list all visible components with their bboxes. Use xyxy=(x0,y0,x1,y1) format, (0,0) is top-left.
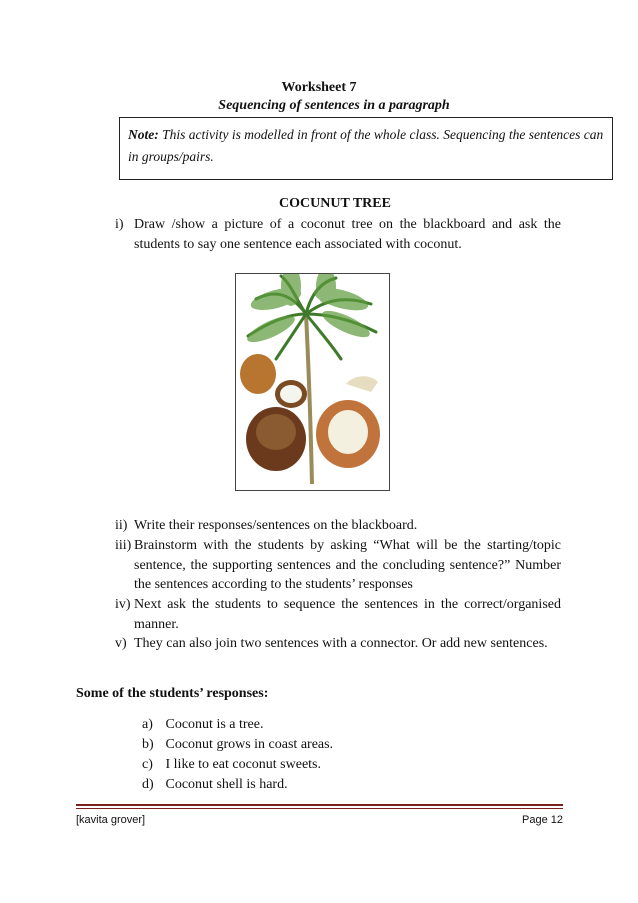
footer-page-number: Page 12 xyxy=(522,814,563,826)
footer-rule-thin xyxy=(76,808,563,809)
response-letter: a) xyxy=(142,717,153,732)
note-text: This activity is modelled in front of the whole class. Sequencing the sentences can in groups/pairs. xyxy=(128,127,604,164)
step-text: Write their responses/sentences on the blackboard. xyxy=(134,518,418,533)
response-letter: d) xyxy=(142,777,154,792)
step-text: Draw /show a picture of a coconut tree on the blackboard and ask the students to say one sentence each associated with coconut. xyxy=(134,217,561,252)
step-text: Brainstorm with the students by asking “What will be the starting/topic sentence, the supporting sentences and the concluding sentence?” Number the sentences according to the students’ responses xyxy=(134,538,561,592)
worksheet-subtitle: Sequencing of sentences in a paragraph xyxy=(218,98,450,113)
responses-heading: Some of the students’ responses: xyxy=(76,686,269,701)
response-text: Coconut is a tree. xyxy=(165,717,264,732)
step-text: They can also join two sentences with a connector. Or add new sentences. xyxy=(134,636,548,651)
step-item xyxy=(115,215,561,254)
worksheet-title: Worksheet 7 xyxy=(281,80,357,95)
step-number: ii) xyxy=(115,518,128,533)
step-text: Next ask the students to sequence the sentences in the correct/organised manner. xyxy=(134,597,561,632)
step-item xyxy=(115,516,561,536)
step-item xyxy=(115,634,561,654)
footer-rule xyxy=(76,804,563,806)
response-letter: b) xyxy=(142,737,154,752)
section-heading: COCUNUT TREE xyxy=(279,196,391,211)
note-box xyxy=(119,117,613,180)
response-text: Coconut grows in coast areas. xyxy=(165,737,334,752)
response-text: Coconut shell is hard. xyxy=(165,777,288,792)
note-label: Note: xyxy=(128,127,159,142)
step-item xyxy=(115,595,561,634)
coconut-tree-icon xyxy=(236,274,389,490)
response-letter: c) xyxy=(142,757,153,772)
step-number: v) xyxy=(115,636,127,651)
response-item xyxy=(142,755,321,775)
step-number: iv) xyxy=(115,597,131,612)
step-number: iii) xyxy=(115,538,132,553)
response-item xyxy=(142,735,333,755)
footer-author: [kavita grover] xyxy=(76,814,146,826)
response-item xyxy=(142,775,288,795)
step-item xyxy=(115,536,561,595)
response-text: I like to eat coconut sweets. xyxy=(165,757,322,772)
response-item xyxy=(142,715,263,735)
coconut-tree-illustration xyxy=(235,273,390,491)
step-number: i) xyxy=(115,217,124,232)
